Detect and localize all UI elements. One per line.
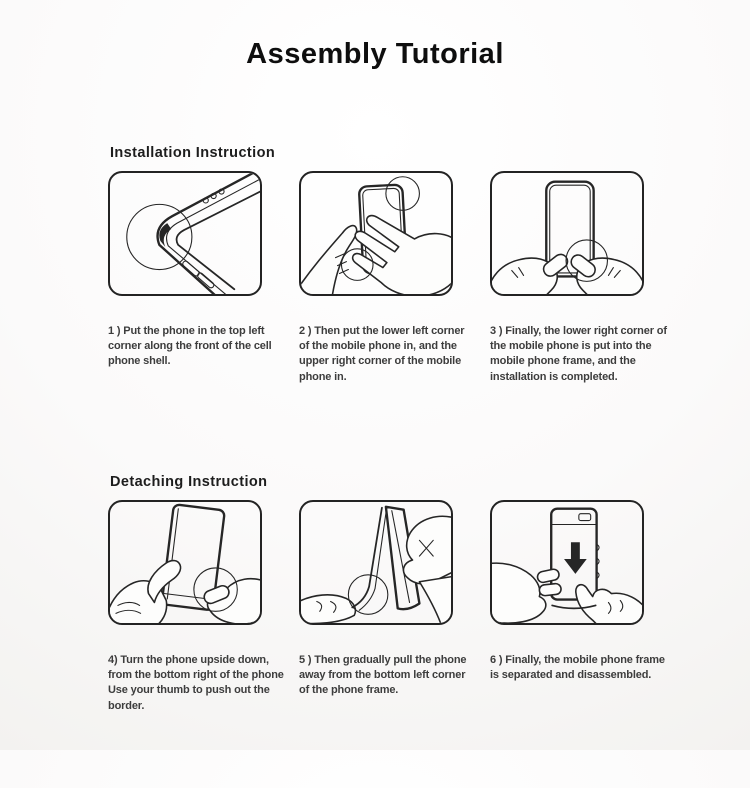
detaching-heading: Detaching Instruction xyxy=(110,474,268,490)
detaching-captions-row xyxy=(108,625,674,719)
step-2-caption: 2 ) Then put the lower left corner of the mobile phone in, and the upper right corner of the mobile phone in. xyxy=(299,325,465,383)
detaching-panels-row xyxy=(108,500,674,625)
installation-heading: Installation Instruction xyxy=(110,145,276,161)
page-title: Assembly Tutorial xyxy=(246,38,504,70)
step-4-panel xyxy=(108,500,262,625)
down-arrow-icon xyxy=(564,542,587,574)
step-2-panel xyxy=(299,171,453,296)
step-1-caption: 1 ) Put the phone in the top left corner along the front of the cell phone shell. xyxy=(108,325,272,368)
step-4-caption: 4) Turn the phone upside down, from the bottom right of the phone Use your thumb to push out the border. xyxy=(108,654,284,712)
step-5-panel xyxy=(299,500,453,625)
thumbs-press-lower-right-corner-illustration xyxy=(492,173,642,294)
pull-phone-from-frame-illustration xyxy=(301,502,451,623)
magnifier-circle xyxy=(127,204,192,269)
step-6-panel xyxy=(490,500,644,625)
magnifier-circle xyxy=(348,575,387,614)
phone-top-left-corner-insert-illustration xyxy=(110,173,260,294)
step-6-caption: 6 ) Finally, the mobile phone frame is separated and disassembled. xyxy=(490,654,665,682)
step-3-panel xyxy=(490,171,644,296)
step-1-panel xyxy=(108,171,262,296)
detaching-section xyxy=(108,474,674,719)
hands-pressing-phone-corners-illustration xyxy=(301,173,451,294)
installation-section xyxy=(108,145,674,390)
frame-separated-illustration xyxy=(492,502,642,623)
step-3-caption: 3 ) Finally, the lower right corner of the mobile phone is put into the mobile phone frame, and the installation is completed. xyxy=(490,325,667,383)
step-5-caption: 5 ) Then gradually pull the phone away from the bottom left corner of the phone frame. xyxy=(299,654,467,697)
thumb-push-out-border-illustration xyxy=(110,502,260,623)
installation-captions-row xyxy=(108,296,674,390)
installation-panels-row xyxy=(108,171,674,296)
